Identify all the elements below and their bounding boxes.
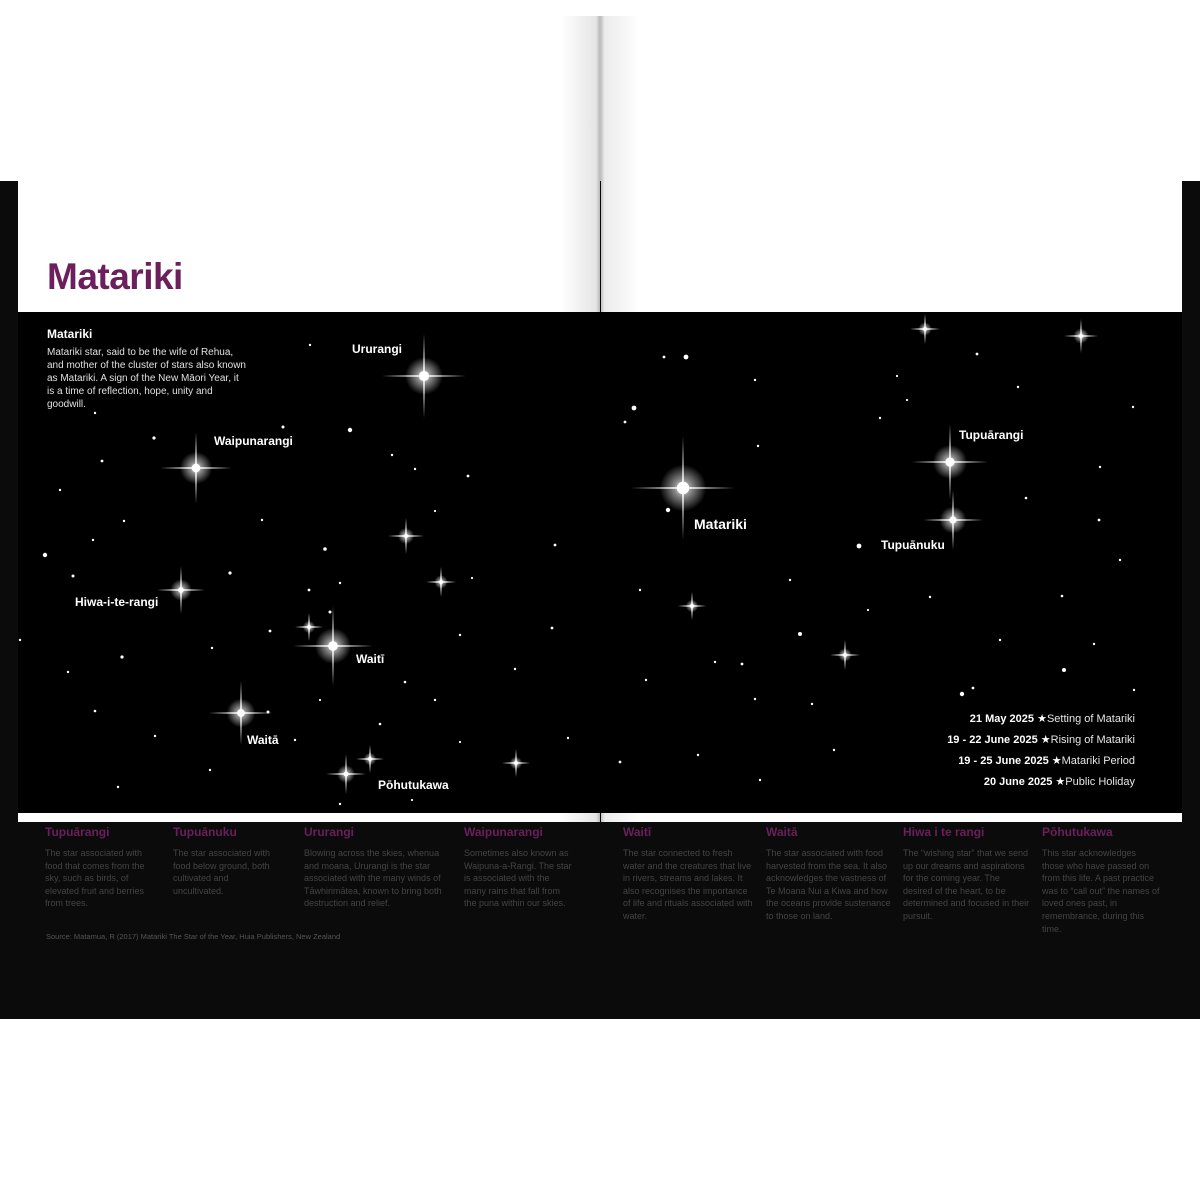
- dot-star: [339, 582, 341, 584]
- dot-star: [414, 468, 416, 470]
- source-citation: Source: Matamua, R (2017) Matariki The Star of the Year, Huia Publishers, New Zealand: [46, 932, 341, 941]
- dot-star: [1093, 643, 1095, 645]
- date-event: Rising of Matariki: [1050, 734, 1135, 746]
- sparkle-star-field-star: [1064, 319, 1098, 353]
- dot-star: [43, 553, 47, 557]
- description-heading: Ururangi: [304, 825, 355, 839]
- star-marker-icon: ★: [1037, 713, 1047, 725]
- sparkle-star-field-star: [910, 314, 940, 344]
- dot-star: [411, 799, 413, 801]
- dot-star: [754, 379, 756, 381]
- date-row: [970, 712, 1135, 725]
- date-value: 19 - 22 June 2025: [947, 734, 1038, 746]
- dot-star: [798, 632, 802, 636]
- sparkle-star-pohutukawa-companion: [356, 745, 384, 773]
- dot-star: [329, 611, 332, 614]
- dot-star: [1025, 497, 1028, 500]
- dot-star: [639, 589, 641, 591]
- description-heading: Waipunarangi: [464, 825, 543, 839]
- description-text: The “wishing star” that we send up our dreams and aspirations for the coming year. The desired of the heart, to be determined and focused in their pursuit.: [903, 848, 1030, 921]
- intro-text: Matariki star, said to be the wife of Rehua, and mother of the cluster of stars also known as Matariki. A sign of the New Māori Year, it is a time of reflection, hope, unity and goodwill.: [47, 347, 246, 410]
- dot-star: [282, 426, 285, 429]
- dot-star: [929, 596, 931, 598]
- star-label-ururangi: Ururangi: [352, 342, 403, 356]
- dot-star: [123, 520, 125, 522]
- dot-star: [789, 579, 791, 581]
- sparkle-star-waiti: [293, 606, 373, 686]
- dot-star: [94, 710, 97, 713]
- dot-star: [663, 356, 666, 359]
- description-heading: Pōhutukawa: [1042, 825, 1113, 839]
- date-value: 20 June 2025: [983, 776, 1053, 788]
- description-waita: [766, 825, 894, 923]
- description-text: The star associated with food harvested from the sea. It also acknowledges the vastness of Te Moana Nui a Kiwa and how the oceans provide sustenance to those on land.: [766, 848, 891, 921]
- dot-star: [94, 412, 96, 414]
- dot-star: [92, 539, 94, 541]
- star-label-waiti: Waitī: [356, 652, 385, 666]
- star-label-waita: Waitā: [247, 733, 279, 747]
- dot-star: [72, 575, 75, 578]
- date-row: [947, 733, 1135, 746]
- description-heading: Waitī: [623, 825, 652, 839]
- description-text: Blowing across the skies, whenua and moana, Ururangi is the star associated with the many winds of Tāwhirimātea, known to bring both destruction and relief.: [304, 848, 442, 909]
- dot-star: [339, 803, 341, 805]
- dot-star: [697, 754, 699, 756]
- dot-star: [1098, 519, 1101, 522]
- dot-star: [567, 737, 569, 739]
- dot-star: [645, 679, 647, 681]
- dot-star: [554, 544, 557, 547]
- intro-block: [47, 327, 247, 411]
- dot-star: [117, 786, 119, 788]
- dot-star: [867, 609, 869, 611]
- dot-star: [1133, 689, 1135, 691]
- description-ururangi: [304, 825, 442, 910]
- description-tupuanuku: [173, 825, 281, 897]
- star-label-tupuanuku: Tupuānuku: [881, 538, 945, 552]
- dot-star: [757, 445, 759, 447]
- dot-star: [209, 769, 211, 771]
- dot-star: [269, 630, 272, 633]
- dot-star: [551, 627, 554, 630]
- dot-star: [1017, 386, 1019, 388]
- dot-star: [308, 589, 311, 592]
- intro-heading: Matariki: [47, 327, 93, 341]
- description-pohutukawa: [1042, 825, 1160, 935]
- dot-star: [811, 703, 813, 705]
- star-marker-icon: ★: [1051, 755, 1062, 767]
- dot-star: [323, 547, 327, 551]
- dot-star: [619, 761, 622, 764]
- dot-star: [120, 655, 123, 658]
- dot-star: [833, 749, 835, 751]
- date-value: 21 May 2025: [969, 713, 1035, 725]
- date-event: Setting of Matariki: [1046, 713, 1135, 725]
- description-text: This star acknowledges those who have passed on from this life. A past practice was to “call out” the names of loved ones past, in remembrance, during this time.: [1042, 848, 1160, 934]
- dot-star: [101, 460, 104, 463]
- dot-star: [211, 647, 213, 649]
- dot-star: [459, 741, 461, 743]
- dot-star: [154, 735, 156, 737]
- dot-star: [714, 661, 716, 663]
- sparkle-star-pohutukawa: [326, 754, 366, 794]
- dot-star: [759, 779, 761, 781]
- description-heading: Tupuānuku: [173, 825, 237, 839]
- dot-star: [404, 681, 407, 684]
- dot-star: [294, 739, 296, 741]
- description-heading: Hiwa i te rangi: [903, 825, 985, 839]
- dot-star: [999, 639, 1001, 641]
- dot-star: [906, 399, 908, 401]
- description-heading: Waitā: [766, 825, 798, 839]
- description-hiwa-i-te-rangi: [903, 825, 1031, 923]
- dot-star: [666, 508, 670, 512]
- dot-star: [19, 639, 21, 641]
- dot-star: [434, 510, 436, 512]
- dot-star: [896, 375, 898, 377]
- dot-star: [459, 634, 461, 636]
- dot-star: [471, 577, 473, 579]
- sparkle-star-hiwa-i-te-rangi: [157, 566, 205, 614]
- description-text: The star associated with food that comes from the sky, such as birds, of elevated fruit and berries from trees.: [45, 848, 145, 909]
- dot-star: [1119, 559, 1121, 561]
- dot-star: [754, 698, 756, 700]
- star-label-pohutukawa: Pōhutukawa: [378, 778, 449, 792]
- description-text: Sometimes also known as Waipuna-a-Rangi. The star is associated with the many rains that fall from the puna within our skies.: [464, 848, 572, 909]
- dot-star: [1061, 595, 1064, 598]
- dot-star: [379, 723, 382, 726]
- dot-star: [434, 699, 436, 701]
- dot-star: [59, 489, 61, 491]
- page-title: Matariki: [47, 256, 183, 297]
- sparkle-star-field-star: [426, 567, 456, 597]
- description-waipunarangi: [464, 825, 574, 910]
- dot-star: [624, 421, 627, 424]
- sparkle-star-field-star: [388, 518, 424, 554]
- star-marker-icon: ★: [1040, 734, 1051, 746]
- dot-star: [348, 428, 352, 432]
- dot-star: [1062, 668, 1066, 672]
- dot-star: [632, 406, 637, 411]
- dot-star: [879, 417, 881, 419]
- star-label-waipunarangi: Waipunarangi: [214, 434, 293, 448]
- dot-star: [67, 671, 69, 673]
- star-label-hiwa-i-te-rangi: Hiwa-i-te-rangi: [75, 595, 159, 609]
- dot-star: [857, 544, 862, 549]
- date-value: 19 - 25 June 2025: [958, 755, 1049, 767]
- description-text: The star connected to fresh water and the creatures that live in rivers, streams and lakes. It also recognises the importance of life and rituals associated with water.: [623, 848, 753, 921]
- star-label-tupuarangi: Tupuārangi: [959, 428, 1024, 442]
- dot-star: [741, 663, 744, 666]
- date-event: Public Holiday: [1065, 776, 1135, 788]
- dot-star: [309, 344, 311, 346]
- dot-star: [228, 571, 231, 574]
- date-row: [958, 754, 1135, 767]
- dot-star: [684, 355, 689, 360]
- description-heading: Tupuārangi: [45, 825, 110, 839]
- dot-star: [972, 687, 975, 690]
- description-waiti: [623, 825, 757, 923]
- star-marker-icon: ★: [1055, 776, 1066, 788]
- dot-star: [261, 519, 263, 521]
- sparkle-star-field-star: [502, 749, 530, 777]
- sparkle-star-field-star: [830, 640, 860, 670]
- dot-star: [267, 711, 270, 714]
- dot-star: [152, 436, 155, 439]
- dot-star: [514, 668, 516, 670]
- dot-star: [1132, 406, 1134, 408]
- date-row: [984, 775, 1135, 788]
- dot-star: [960, 692, 964, 696]
- dot-star: [319, 699, 321, 701]
- description-tupuarangi: [45, 825, 153, 910]
- dot-star: [391, 454, 393, 456]
- dot-star: [976, 353, 979, 356]
- dot-star: [1099, 466, 1101, 468]
- sparkle-star-field-star: [678, 592, 706, 620]
- description-text: The star associated with food below ground, both cultivated and uncultivated.: [173, 848, 271, 896]
- date-event: Matariki Period: [1061, 755, 1135, 767]
- dot-star: [467, 475, 470, 478]
- star-label-matariki: Matariki: [694, 516, 747, 532]
